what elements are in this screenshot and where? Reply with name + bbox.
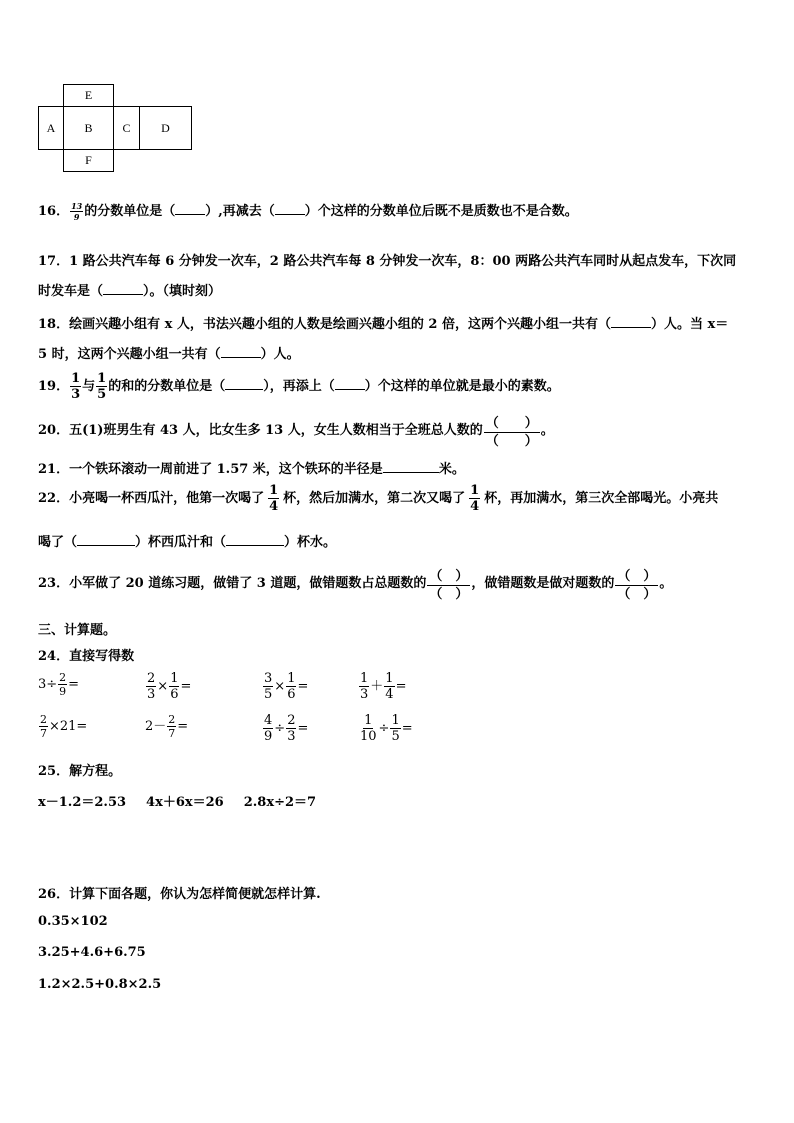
q16-blank-2[interactable] xyxy=(275,214,305,215)
q26-expression-3: 1.2×2.5+0.8×2.5 xyxy=(38,977,162,992)
question-17-line-1: 17．1 路公共汽车每 6 分钟发一次车，2 路公共汽车每 8 分钟发一次车，8：00 两路公共汽车同时从起点发车，下次同 xyxy=(38,254,737,269)
q24-r1c2-n2: 1 xyxy=(170,671,179,686)
q24-r2c1-frac xyxy=(39,714,48,739)
q19-number: 19． xyxy=(38,379,70,394)
q19-and: 与 xyxy=(82,379,96,394)
q23-text-2: ，做错题数是做对题数的 xyxy=(471,576,615,591)
q16-text-3: ）个这样的分数单位后既不是质数也不是合数。 xyxy=(304,204,578,219)
q25-equation-2: 4x＋6x＝26 xyxy=(146,795,224,810)
q24-r1c2-n1: 2 xyxy=(147,671,156,686)
q21-text-2: 米。 xyxy=(438,462,465,477)
q24-r1-c4 xyxy=(358,672,406,701)
q24-r2c4-d2: 5 xyxy=(391,729,400,744)
q24-r2c2-den: 7 xyxy=(168,727,176,740)
q22-f1-den: 4 xyxy=(269,499,279,514)
q24-r2-c2 xyxy=(145,714,188,739)
q16-frac-den: 9 xyxy=(73,212,80,222)
q24-r2c1-num: 2 xyxy=(40,713,47,726)
q24-r1c4-d1: 3 xyxy=(360,687,369,702)
q19-blank-1[interactable] xyxy=(225,389,263,390)
q24-r1c2-frac2 xyxy=(169,672,179,701)
q24-r2c2-num: 2 xyxy=(168,713,176,726)
question-22-line-1 xyxy=(38,484,718,513)
question-22-line-2 xyxy=(38,531,336,550)
q24-r1c1-a: 3÷ xyxy=(38,677,58,692)
q17-text-2: ）。（填时刻） xyxy=(143,284,222,299)
q16-fraction xyxy=(70,202,83,221)
q24-r2c4-eq: = xyxy=(401,721,413,736)
q22-text-6: ）杯水。 xyxy=(284,535,337,550)
q24-r2c1-den: 7 xyxy=(40,727,47,740)
q24-r1c2-d2: 6 xyxy=(170,687,179,702)
q16-number: 16． xyxy=(38,204,70,219)
q24-r1c2-op: × xyxy=(157,679,169,694)
q23-end: 。 xyxy=(659,576,673,591)
q24-r1-c1 xyxy=(38,672,79,697)
q17-blank[interactable] xyxy=(103,294,143,295)
q21-text-1: 21．一个铁环滚动一周前进了 1.57 米，这个铁环的半径是 xyxy=(38,462,383,477)
question-16 xyxy=(38,200,578,221)
q19-f2-num: 1 xyxy=(97,371,107,386)
q22-text-1: 22．小亮喝一杯西瓜汁，他第一次喝了 xyxy=(38,491,265,506)
q20-blank-num[interactable]: （ ） xyxy=(484,413,540,433)
q23-blank-1-num[interactable]: （ ） xyxy=(427,566,470,586)
q20-end: 。 xyxy=(540,423,554,438)
q22-blank-2[interactable] xyxy=(226,545,284,546)
q24-r2c3-frac1 xyxy=(263,714,273,743)
q23-blank-1-den[interactable]: （ ） xyxy=(429,587,469,602)
q24-r2c4-n2: 1 xyxy=(391,713,400,728)
q24-r2c1-b: ×21= xyxy=(49,719,88,734)
q24-r1c1-b: = xyxy=(68,677,80,692)
q25-equation-1: x－1.2＝2.53 xyxy=(38,795,127,810)
q16-frac-num: 13 xyxy=(71,201,83,211)
q24-r2c4-d1: 10 xyxy=(360,729,377,744)
q24-r2c3-d2: 3 xyxy=(287,729,296,744)
q26-expression-2: 3.25+4.6+6.75 xyxy=(38,945,146,960)
q24-r2c3-frac2 xyxy=(286,714,296,743)
q24-r2c4-frac2 xyxy=(390,714,400,743)
q20-text: 20．五(1)班男生有 43 人，比女生多 13 人，女生人数相当于全班总人数的 xyxy=(38,423,483,438)
q24-r1c2-frac1 xyxy=(146,672,156,701)
q22-f1-num: 1 xyxy=(269,483,279,498)
q19-f2-den: 5 xyxy=(97,387,107,402)
q22-f2-den: 4 xyxy=(470,499,480,514)
q26-expression-1: 0.35×102 xyxy=(38,914,108,929)
q22-blank-1[interactable] xyxy=(77,545,135,546)
q22-f2-num: 1 xyxy=(470,483,480,498)
q24-r2c2-a: 2－ xyxy=(145,719,167,734)
q24-r1c4-n2: 1 xyxy=(385,671,394,686)
q24-r1c3-d1: 5 xyxy=(264,687,273,702)
q18-text-1: 18．绘画兴趣小组有 x 人，书法兴趣小组的人数是绘画兴趣小组的 2 倍，这两个兴趣小组一共有（ xyxy=(38,317,611,332)
q24-r2-c4 xyxy=(358,714,413,743)
q24-r2c4-op: ÷ xyxy=(378,721,390,736)
q19-text-2: ），再添上（ xyxy=(263,379,335,394)
q24-r1c4-d2: 4 xyxy=(385,687,394,702)
q20-blank-den[interactable]: （ ） xyxy=(485,434,538,449)
q24-r1c1-frac xyxy=(58,672,67,697)
q22-text-2: 杯，然后加满水，第二次又喝了 xyxy=(283,491,466,506)
q24-r1-c2 xyxy=(145,672,191,701)
q23-blank-2-den[interactable]: （ ） xyxy=(617,587,657,602)
q19-fraction-1 xyxy=(70,372,81,401)
q24-r1c4-eq: = xyxy=(395,679,407,694)
q24-r2c3-n2: 2 xyxy=(287,713,296,728)
q22-text-4: 喝了（ xyxy=(38,535,78,550)
q18-text-4: ）人。 xyxy=(260,347,300,362)
q23-blank-2-num[interactable]: （ ） xyxy=(615,566,658,586)
q19-blank-2[interactable] xyxy=(335,389,365,390)
q24-r1c4-frac1 xyxy=(359,672,369,701)
q24-r1c3-frac1 xyxy=(263,672,273,701)
q24-r1c1-den: 9 xyxy=(59,685,67,698)
question-26-title: 26．计算下面各题，你认为怎样简便就怎样计算. xyxy=(38,887,321,902)
q24-r2-c3 xyxy=(262,714,308,743)
question-19 xyxy=(38,372,560,401)
q22-fraction-2 xyxy=(469,484,480,513)
question-21 xyxy=(38,458,465,477)
q18-text-3: 5 时，这两个兴趣小组一共有（ xyxy=(38,347,221,362)
q24-r1c2-eq: = xyxy=(180,679,192,694)
q24-r2c2-frac xyxy=(167,714,176,739)
net-face-a: A xyxy=(38,106,64,150)
q22-text-5: ）杯西瓜汁和（ xyxy=(135,535,227,550)
q24-r1c3-n2: 1 xyxy=(287,671,296,686)
q24-r1c3-op: × xyxy=(274,679,286,694)
q19-text-3: ）个这样的单位就是最小的素数。 xyxy=(364,379,560,394)
q24-r1c4-n1: 1 xyxy=(360,671,369,686)
q24-r2c4-n1: 1 xyxy=(364,713,373,728)
q22-fraction-1 xyxy=(268,484,279,513)
q24-r1c3-frac2 xyxy=(286,672,296,701)
q24-r1c3-eq: = xyxy=(297,679,309,694)
q24-r1c3-n1: 3 xyxy=(264,671,273,686)
q19-fraction-2 xyxy=(96,372,107,401)
question-20 xyxy=(38,413,554,448)
q24-r1c4-frac2 xyxy=(384,672,394,701)
q24-r1c3-d2: 6 xyxy=(287,687,296,702)
q24-r2c3-eq: = xyxy=(297,721,309,736)
q17-text-1: 时发车是（ xyxy=(38,284,104,299)
question-18-line-2 xyxy=(38,343,300,362)
q24-r1c2-d1: 3 xyxy=(147,687,156,702)
q16-text-1: 的分数单位是（ xyxy=(84,204,176,219)
q21-blank[interactable] xyxy=(383,472,439,473)
q24-r1c4-op: ＋ xyxy=(370,679,384,694)
net-face-d: D xyxy=(139,106,192,150)
q19-f1-den: 3 xyxy=(71,387,81,402)
q24-r1-c3 xyxy=(262,672,308,701)
net-face-b: B xyxy=(63,106,114,150)
q16-blank-1[interactable] xyxy=(175,214,205,215)
q22-text-3: 杯，再加满水，第三次全部喝光。小亮共 xyxy=(484,491,719,506)
question-25-equations xyxy=(38,791,316,810)
q16-text-2: ）,再减去（ xyxy=(205,204,275,219)
q24-r2-c1 xyxy=(38,714,87,739)
q25-equation-3: 2.8x÷2＝7 xyxy=(243,795,317,810)
q24-r2c3-d1: 9 xyxy=(264,729,273,744)
q23-blank-fraction-2[interactable] xyxy=(615,566,658,601)
q23-blank-fraction-1[interactable] xyxy=(427,566,470,601)
q19-f1-num: 1 xyxy=(71,371,81,386)
q18-blank-1[interactable] xyxy=(611,327,651,328)
question-17-line-2 xyxy=(38,280,221,299)
q24-r1c1-num: 2 xyxy=(59,671,67,684)
q18-blank-2[interactable] xyxy=(221,357,261,358)
q24-r2c4-frac1 xyxy=(359,714,378,743)
q24-r2c3-n1: 4 xyxy=(264,713,273,728)
q23-text-1: 23．小军做了 20 道练习题，做错了 3 道题，做错题数占总题数的 xyxy=(38,576,427,591)
question-25-title: 25．解方程。 xyxy=(38,764,122,779)
q24-r2c2-eq: = xyxy=(177,719,189,734)
q24-r2c3-op: ÷ xyxy=(274,721,286,736)
q19-text-1: 的和的分数单位是（ xyxy=(108,379,226,394)
q18-text-2: ）人。当 x＝ xyxy=(651,317,729,332)
question-18-line-1 xyxy=(38,313,728,332)
question-24-title: 24．直接写得数 xyxy=(38,649,135,664)
net-face-c: C xyxy=(113,106,140,150)
section-3-heading: 三、计算题。 xyxy=(38,623,117,638)
question-23 xyxy=(38,566,672,601)
net-face-f: F xyxy=(63,149,114,172)
net-face-e: E xyxy=(63,84,114,107)
q20-blank-fraction[interactable] xyxy=(484,413,540,448)
